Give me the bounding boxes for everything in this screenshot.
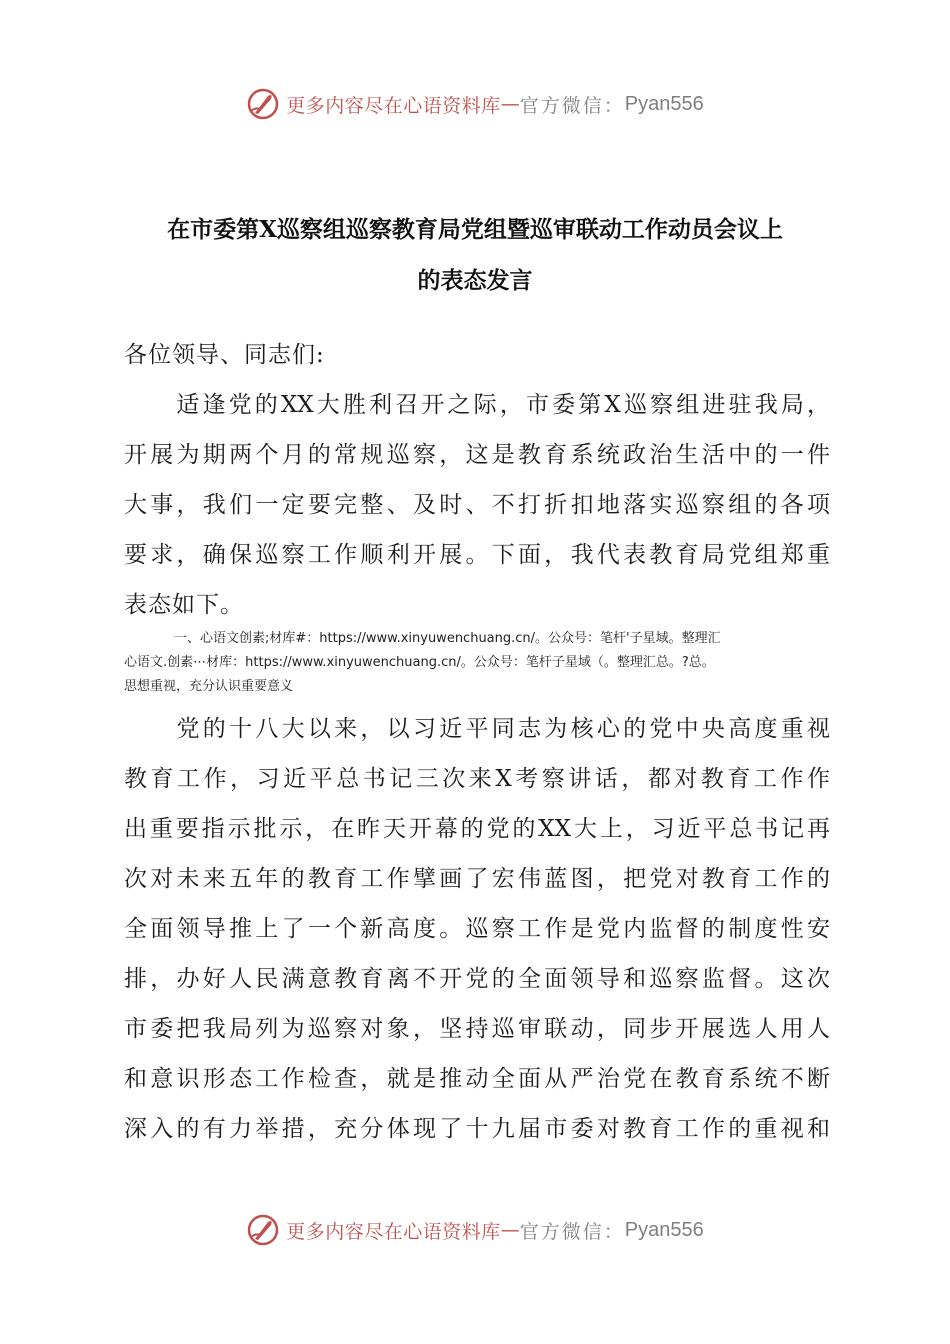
wechat-label: 官方微信： [519, 94, 625, 117]
paragraph-line: 教育工作，习近平总书记三次来X考察讲话，都对教育工作作 [124, 766, 830, 792]
wechat-id: Pyan556 [624, 1218, 704, 1241]
banner-separator: — [500, 93, 520, 115]
paragraph-line: 市委把我局列为巡察对象，坚持巡审联动，同步开展选人用人 [124, 1016, 830, 1042]
quill-logo-icon [246, 87, 280, 121]
paragraph-line: 出重要指示批示，在昨天开幕的党的XX大上，习近平总书记再 [124, 816, 830, 842]
wechat-label: 官方微信： [519, 1220, 625, 1243]
document-title-line2: 的表态发言 [417, 267, 533, 294]
paragraph-line: 大事，我们一定要完整、及时、不打折扣地落实巡察组的各项 [124, 492, 830, 518]
banner-text: 更多内容尽在心语资料库 [286, 94, 501, 117]
footer-banner [0, 1210, 950, 1250]
document-title-line1: 在市委第X巡察组巡察教育局党组暨巡审联动工作动员会议上 [167, 216, 783, 243]
paragraph-line: 全面领导推上了一个新高度。巡察工作是党内监督的制度性安 [124, 916, 830, 942]
quill-logo-icon [246, 1213, 280, 1247]
paragraph-line: 次对未来五年的教育工作擘画了宏伟蓝图，把党对教育工作的 [124, 866, 830, 892]
paragraph-line: 开展为期两个月的常规巡察，这是教育系统政治生活中的一件 [124, 442, 830, 468]
paragraph-line: 党的十八大以来，以习近平同志为核心的党中央高度重视 [124, 716, 830, 742]
paragraph-line: 适逢党的XX大胜利召开之际，市委第X巡察组进驻我局， [124, 392, 830, 418]
section-heading-line: 一、心语文创素;材库#：https://www.xinyuwenchuang.cn/。公众号：笔杆'子星域。整理汇 [174, 631, 721, 646]
header-banner [0, 84, 950, 124]
banner-text: 更多内容尽在心语资料库 [286, 1220, 501, 1243]
banner-separator: — [500, 1219, 520, 1241]
paragraph-line: 表态如下。 [124, 592, 244, 618]
wechat-id: Pyan556 [624, 92, 704, 115]
section-heading-line: 心语文.创素⋯材库：https://www.xinyuwenchuang.cn/。公众号：笔杆子星域（。整理汇总。?总。 [124, 655, 715, 670]
paragraph-line: 要求，确保巡察工作顺利开展。下面，我代表教育局党组郑重 [124, 542, 830, 568]
paragraph-line: 深入的有力举措，充分体现了十九届市委对教育工作的重视和 [124, 1116, 830, 1142]
section-heading-line: 思想重视，充分认识重要意义 [124, 679, 294, 694]
paragraph-line: 和意识形态工作检查，就是推动全面从严治党在教育系统不断 [124, 1066, 830, 1092]
paragraph-line: 排，办好人民满意教育离不开党的全面领导和巡察监督。这次 [124, 966, 830, 992]
salutation: 各位领导、同志们: [124, 342, 325, 368]
